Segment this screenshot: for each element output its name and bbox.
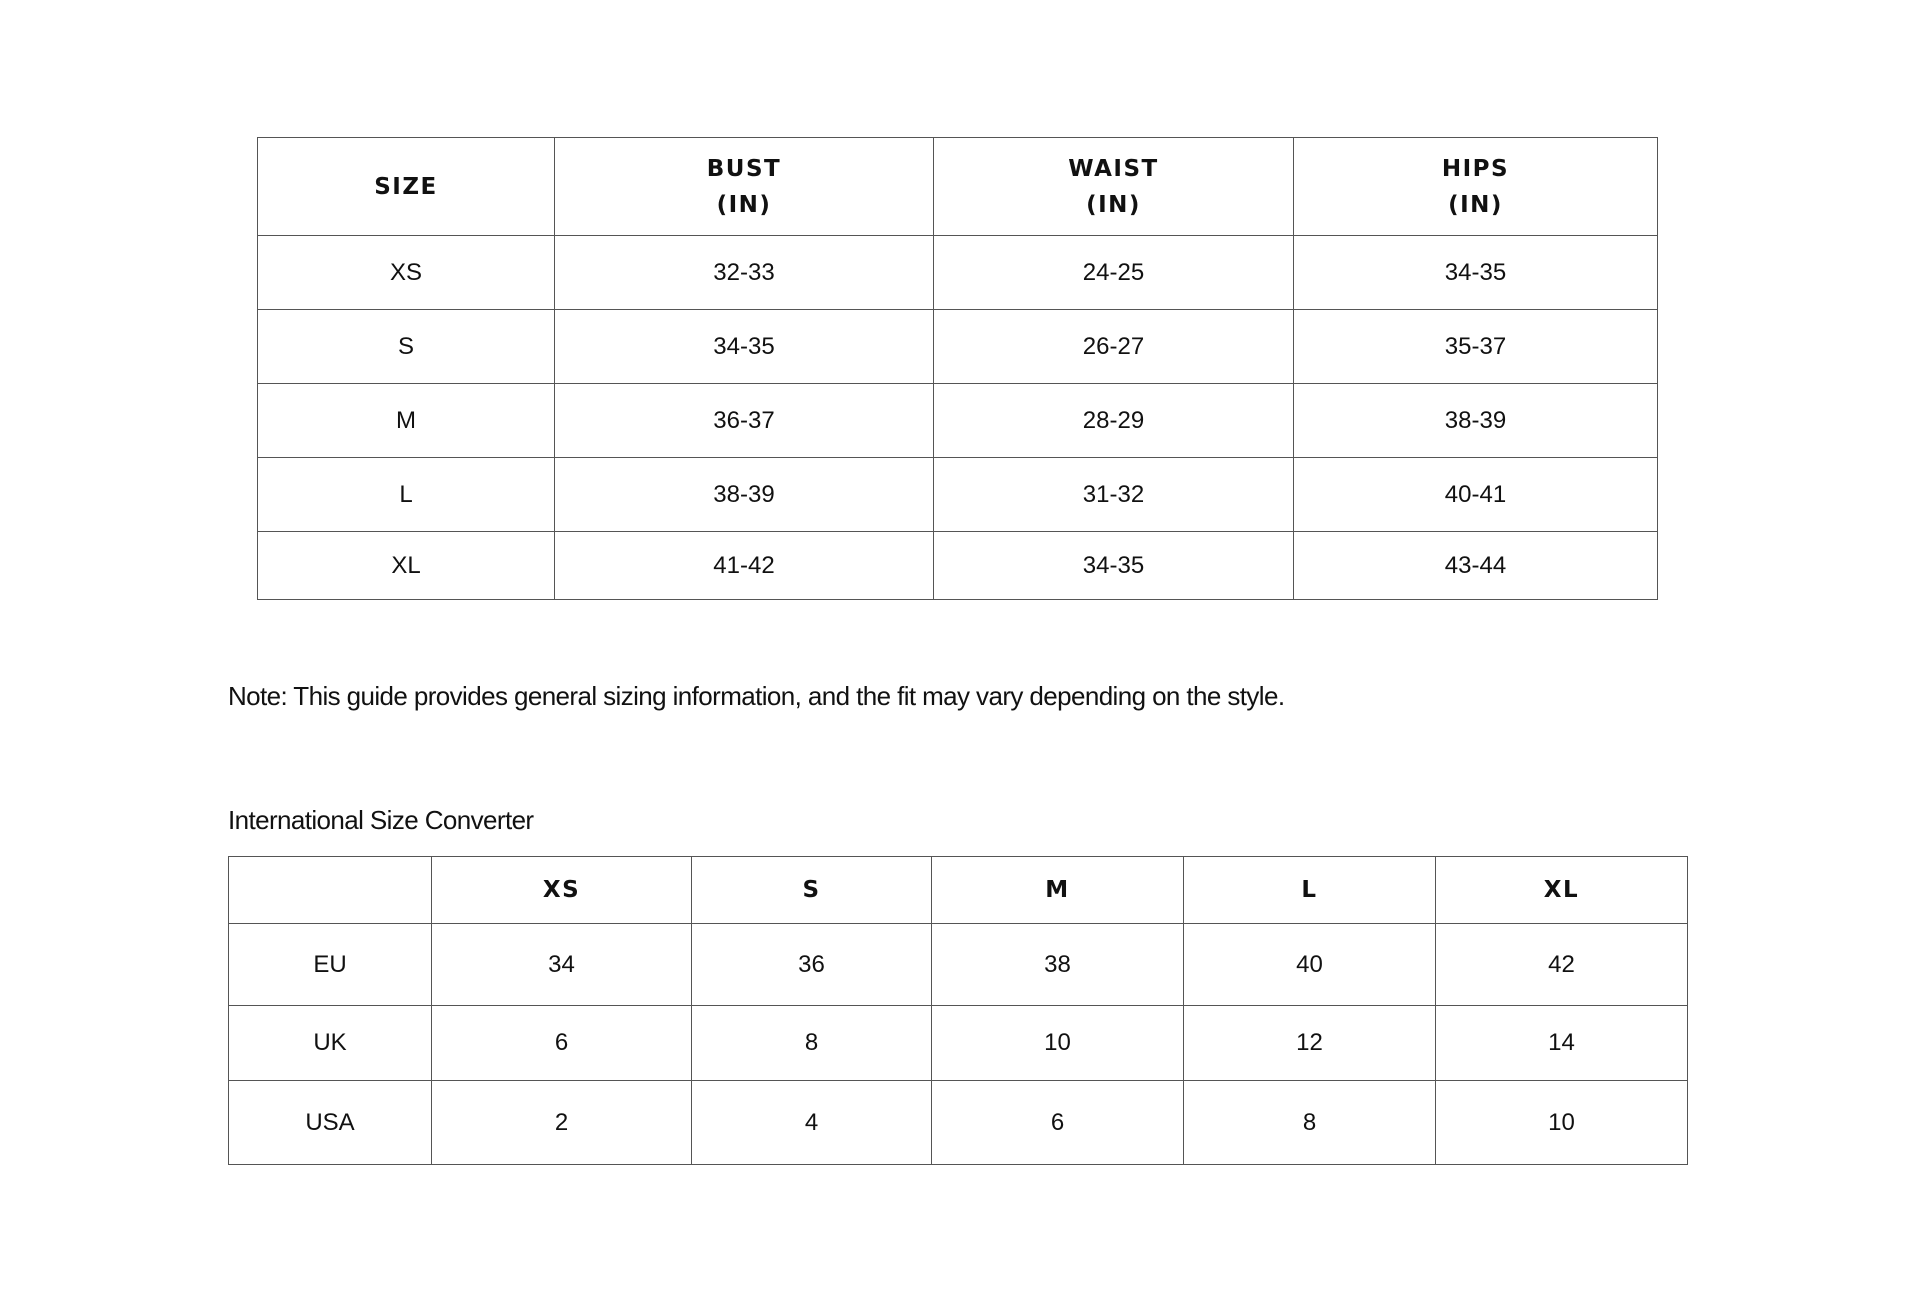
size-value-cell: 4 [692, 1081, 932, 1165]
waist-cell: 26-27 [934, 310, 1294, 384]
region-cell: USA [229, 1081, 432, 1165]
header-region [229, 857, 432, 924]
region-cell: UK [229, 1006, 432, 1081]
converter-title: International Size Converter [228, 805, 534, 835]
size-value-cell: 36 [692, 924, 932, 1006]
header-waist: WAIST (IN) [934, 138, 1294, 236]
sizing-note: Note: This guide provides general sizing information, and the fit may vary depending on the style. [228, 681, 1285, 711]
size-chart-table [257, 137, 1658, 600]
size-cell: S [258, 310, 555, 384]
bust-cell: 36-37 [555, 384, 934, 458]
converter-header-row [229, 857, 1688, 924]
size-cell: L [258, 458, 555, 532]
waist-cell: 34-35 [934, 532, 1294, 600]
size-cell: XS [258, 236, 555, 310]
header-l: L [1184, 857, 1436, 924]
hips-cell: 40-41 [1294, 458, 1658, 532]
table-row [258, 532, 1658, 600]
hips-cell: 38-39 [1294, 384, 1658, 458]
size-value-cell: 40 [1184, 924, 1436, 1006]
size-value-cell: 42 [1436, 924, 1688, 1006]
size-value-cell: 10 [1436, 1081, 1688, 1165]
size-value-cell: 2 [432, 1081, 692, 1165]
bust-cell: 38-39 [555, 458, 934, 532]
hips-cell: 43-44 [1294, 532, 1658, 600]
size-value-cell: 6 [932, 1081, 1184, 1165]
table-row [258, 310, 1658, 384]
size-value-cell: 14 [1436, 1006, 1688, 1081]
table-row [258, 458, 1658, 532]
size-value-cell: 8 [692, 1006, 932, 1081]
size-cell: XL [258, 532, 555, 600]
size-value-cell: 38 [932, 924, 1184, 1006]
header-size: SIZE [258, 138, 555, 236]
size-value-cell: 8 [1184, 1081, 1436, 1165]
size-converter-table [228, 856, 1688, 1165]
header-xl: XL [1436, 857, 1688, 924]
bust-cell: 32-33 [555, 236, 934, 310]
size-value-cell: 34 [432, 924, 692, 1006]
table-row [229, 924, 1688, 1006]
header-bust: BUST (IN) [555, 138, 934, 236]
hips-cell: 35-37 [1294, 310, 1658, 384]
size-cell: M [258, 384, 555, 458]
waist-cell: 28-29 [934, 384, 1294, 458]
bust-cell: 34-35 [555, 310, 934, 384]
waist-cell: 31-32 [934, 458, 1294, 532]
table-row [229, 1006, 1688, 1081]
hips-cell: 34-35 [1294, 236, 1658, 310]
header-m: M [932, 857, 1184, 924]
table-row [258, 384, 1658, 458]
header-xs: XS [432, 857, 692, 924]
size-value-cell: 12 [1184, 1006, 1436, 1081]
table-row [229, 1081, 1688, 1165]
size-value-cell: 10 [932, 1006, 1184, 1081]
bust-cell: 41-42 [555, 532, 934, 600]
region-cell: EU [229, 924, 432, 1006]
size-chart-header-row [258, 138, 1658, 236]
header-hips: HIPS (IN) [1294, 138, 1658, 236]
waist-cell: 24-25 [934, 236, 1294, 310]
header-s: S [692, 857, 932, 924]
size-value-cell: 6 [432, 1006, 692, 1081]
table-row [258, 236, 1658, 310]
